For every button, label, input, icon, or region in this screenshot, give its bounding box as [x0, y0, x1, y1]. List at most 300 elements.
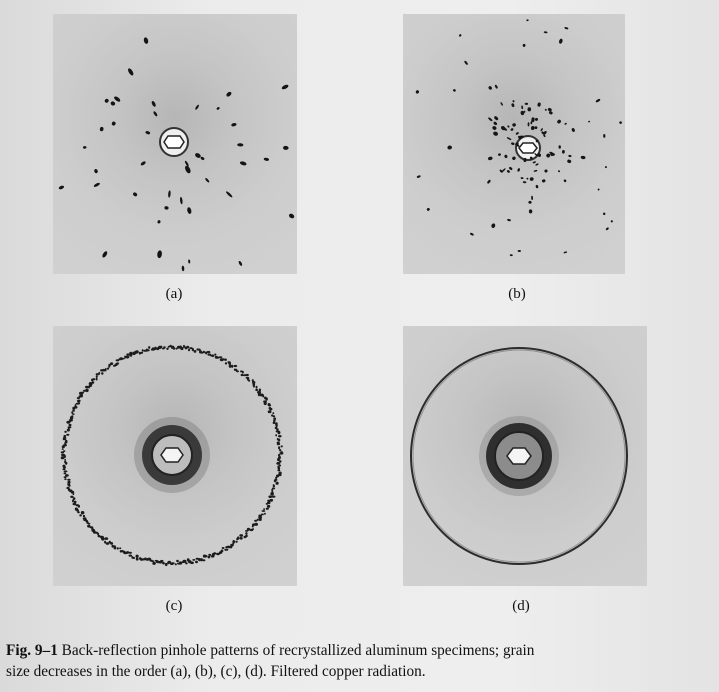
- diffraction-spot: [597, 188, 600, 191]
- diffraction-spot: [176, 560, 179, 562]
- diffraction-spot: [532, 161, 536, 164]
- pattern-b-image: [403, 14, 625, 274]
- diffraction-spot: [281, 84, 289, 90]
- diffraction-spot: [146, 349, 149, 351]
- diffraction-spot: [281, 445, 283, 447]
- diffraction-spot: [72, 499, 74, 502]
- diffraction-spot: [545, 109, 548, 111]
- diffraction-spot: [194, 350, 197, 353]
- diffraction-spot: [610, 220, 613, 223]
- diffraction-spot: [264, 402, 267, 405]
- diffraction-spot: [464, 60, 469, 65]
- diffraction-spot: [166, 348, 168, 350]
- diffraction-spot: [278, 446, 280, 449]
- diffraction-spot: [225, 362, 227, 364]
- diffraction-spot: [235, 541, 237, 543]
- diffraction-spot: [568, 155, 572, 158]
- diffraction-spot: [182, 266, 185, 272]
- pattern-d-image: [403, 326, 647, 586]
- diffraction-spot: [528, 201, 531, 204]
- diffraction-spot: [547, 107, 552, 112]
- diffraction-spot: [186, 346, 189, 349]
- diffraction-spot: [558, 170, 561, 173]
- diffraction-spot: [65, 474, 69, 477]
- diffraction-spot: [453, 89, 457, 93]
- pattern-panel-d: [403, 326, 647, 586]
- diffraction-spot: [207, 351, 211, 353]
- diffraction-spot: [160, 346, 162, 349]
- diffraction-spot: [205, 177, 210, 183]
- diffraction-spot: [619, 121, 622, 124]
- diffraction-spot: [511, 156, 516, 161]
- diffraction-spot: [187, 207, 192, 215]
- diffraction-spot: [244, 536, 247, 538]
- diffraction-spot: [177, 563, 181, 565]
- diffraction-spot: [534, 126, 538, 130]
- diffraction-spot: [132, 192, 138, 197]
- pattern-panel-c: [53, 326, 297, 586]
- diffraction-spot: [92, 378, 95, 380]
- diffraction-spot: [279, 449, 281, 451]
- diffraction-spot: [252, 525, 254, 528]
- panel-label-c: (c): [165, 598, 183, 614]
- diffraction-spot: [567, 159, 572, 164]
- diffraction-spot: [211, 354, 214, 357]
- diffraction-spot: [269, 404, 271, 406]
- diffraction-spot: [180, 347, 183, 350]
- diffraction-spot: [248, 380, 250, 382]
- diffraction-spot: [416, 175, 421, 178]
- diffraction-spot: [110, 101, 116, 107]
- diffraction-spot: [544, 31, 548, 33]
- diffraction-spot: [77, 402, 80, 404]
- diffraction-spot: [195, 104, 200, 110]
- diffraction-spot: [131, 556, 133, 559]
- diffraction-spot: [491, 223, 496, 229]
- diffraction-spot: [508, 166, 512, 170]
- diffraction-spot: [512, 123, 517, 128]
- diffraction-spot: [510, 128, 514, 132]
- diffraction-spot: [64, 478, 66, 480]
- diffraction-spot: [510, 254, 513, 256]
- diffraction-spot: [236, 538, 238, 540]
- diffraction-spot: [239, 534, 243, 537]
- diffraction-spot: [278, 454, 280, 456]
- diffraction-spot: [535, 163, 539, 166]
- diffraction-spot: [195, 561, 198, 564]
- diffraction-spot: [518, 250, 522, 252]
- diffraction-spot: [493, 121, 498, 126]
- diffraction-spot: [507, 137, 512, 141]
- diffraction-spot: [153, 111, 158, 117]
- diffraction-spot: [74, 501, 77, 504]
- diffraction-spot: [121, 358, 125, 360]
- diffraction-spot: [214, 354, 216, 356]
- diffraction-spot: [129, 555, 133, 557]
- diffraction-spot: [119, 547, 121, 549]
- diffraction-spot: [152, 562, 156, 565]
- diffraction-spot: [231, 365, 233, 368]
- diffraction-spot: [528, 122, 530, 126]
- diffraction-spot: [470, 232, 475, 236]
- diffraction-spot: [58, 185, 64, 190]
- panel-label-a: (a): [165, 286, 183, 302]
- diffraction-spot: [173, 347, 175, 350]
- diffraction-spot: [211, 555, 215, 558]
- diffraction-spot: [595, 98, 601, 103]
- diffraction-spot: [208, 556, 211, 559]
- diffraction-spot: [96, 375, 98, 378]
- diffraction-spot: [523, 44, 526, 47]
- diffraction-spot: [106, 542, 110, 545]
- diffraction-spot: [488, 85, 493, 90]
- diffraction-spot: [239, 161, 247, 166]
- diffraction-spot: [67, 481, 70, 484]
- diffraction-spot: [269, 408, 272, 411]
- diffraction-spot: [83, 517, 87, 519]
- diffraction-spot: [145, 130, 151, 134]
- diffraction-spot: [245, 530, 248, 532]
- diffraction-spot: [274, 480, 276, 483]
- diffraction-spot: [273, 421, 276, 424]
- diffraction-spot: [105, 368, 107, 371]
- pinhole-collimator-icon: [161, 448, 183, 462]
- diffraction-spot: [501, 168, 506, 173]
- figure-label: Fig. 9–1: [6, 642, 58, 659]
- diffraction-spot: [488, 117, 493, 122]
- diffraction-spot: [237, 143, 243, 147]
- diffraction-spot: [447, 145, 452, 150]
- diffraction-spot: [605, 166, 608, 169]
- diffraction-spot: [107, 368, 109, 370]
- diffraction-spot: [588, 121, 590, 123]
- diffraction-spot: [104, 537, 108, 540]
- diffraction-spot: [541, 179, 545, 183]
- diffraction-spot: [603, 134, 605, 138]
- diffraction-spot: [492, 125, 497, 130]
- diffraction-spot: [517, 168, 521, 172]
- diffraction-spot: [62, 468, 65, 470]
- diffraction-spot: [168, 190, 171, 197]
- diffraction-spot: [272, 412, 274, 414]
- diffraction-spot: [139, 557, 141, 560]
- diffraction-spot: [157, 220, 161, 224]
- pattern-a-image: [53, 14, 297, 274]
- diffraction-spot: [544, 169, 548, 173]
- diffraction-spot: [231, 122, 237, 127]
- diffraction-spot: [239, 537, 242, 540]
- diffraction-spot: [75, 404, 77, 406]
- diffraction-spot: [278, 439, 280, 442]
- diffraction-spot: [507, 125, 510, 128]
- diffraction-spot: [66, 487, 69, 490]
- diffraction-spot: [521, 105, 523, 109]
- diffraction-spot: [488, 156, 493, 161]
- diffraction-spot: [511, 103, 515, 107]
- diffraction-spot: [142, 349, 144, 352]
- diffraction-spot: [155, 560, 158, 562]
- diffraction-spot: [82, 392, 84, 394]
- diffraction-spot: [136, 555, 139, 558]
- diffraction-spot: [192, 559, 195, 561]
- diffraction-spot: [200, 156, 205, 160]
- diffraction-spot: [268, 410, 272, 413]
- diffraction-spot: [520, 177, 523, 179]
- diffraction-spot: [564, 122, 567, 125]
- diffraction-spot: [263, 508, 265, 510]
- diffraction-spot: [151, 100, 157, 107]
- diffraction-spot: [101, 250, 108, 258]
- diffraction-spot: [535, 118, 539, 122]
- diffraction-spot: [275, 424, 277, 427]
- diffraction-spot: [96, 378, 98, 381]
- diffraction-spot: [225, 91, 232, 98]
- diffraction-spot: [64, 472, 67, 474]
- diffraction-spot: [167, 561, 169, 564]
- diffraction-spot: [605, 227, 609, 231]
- diffraction-spot: [262, 394, 264, 397]
- diffraction-spot: [487, 179, 492, 184]
- diffraction-spot: [546, 153, 551, 158]
- caption-line-2: size decreases in the order (a), (b), (c), (d). Filtered copper radiation.: [6, 663, 426, 680]
- caption-line-1: [6, 640, 718, 661]
- diffraction-spot: [140, 352, 143, 354]
- diffraction-spot: [94, 169, 99, 174]
- diffraction-spot: [259, 518, 262, 521]
- diffraction-spot: [92, 381, 95, 383]
- diffraction-spot: [64, 459, 66, 461]
- diffraction-spot: [225, 191, 233, 198]
- diffraction-spot: [64, 461, 66, 463]
- diffraction-spot: [203, 351, 205, 354]
- diffraction-spot: [140, 161, 146, 167]
- diffraction-spot: [529, 209, 533, 213]
- diffraction-spot: [129, 352, 133, 355]
- diffraction-spot: [498, 153, 501, 156]
- diffraction-spot: [203, 555, 206, 558]
- diffraction-spot: [459, 34, 462, 37]
- diffraction-spot: [558, 145, 561, 148]
- diffraction-spot: [504, 154, 508, 158]
- diffraction-spot: [268, 495, 272, 498]
- diffraction-spot: [83, 515, 85, 517]
- diffraction-spot: [562, 150, 565, 154]
- diffraction-spot: [148, 346, 150, 349]
- diffraction-spot: [81, 511, 85, 514]
- diffraction-spot: [71, 415, 73, 417]
- diffraction-spot: [157, 250, 163, 258]
- diffraction-spot: [279, 452, 283, 455]
- diffraction-spot: [224, 359, 227, 361]
- diffraction-spot: [225, 546, 229, 548]
- diffraction-spot: [222, 547, 225, 549]
- diffraction-spot: [278, 431, 281, 434]
- diffraction-spot: [224, 549, 228, 551]
- diffraction-spot: [62, 448, 64, 450]
- diffraction-spot: [273, 485, 275, 487]
- diffraction-spot: [164, 206, 169, 210]
- diffraction-spot: [165, 563, 168, 566]
- diffraction-spot: [63, 435, 66, 437]
- caption-text-1: Back-reflection pinhole patterns of recrystallized aluminum specimens; grain: [61, 642, 535, 659]
- diffraction-spot: [112, 545, 114, 548]
- diffraction-spot: [216, 553, 220, 555]
- diffraction-spot: [558, 38, 563, 44]
- diffraction-spot: [62, 465, 65, 468]
- diffraction-spot: [276, 462, 280, 465]
- diffraction-spot: [500, 102, 503, 106]
- diffraction-spot: [275, 434, 277, 436]
- diffraction-spot: [506, 169, 510, 173]
- diffraction-spot: [535, 185, 538, 189]
- diffraction-spot: [540, 128, 543, 132]
- diffraction-spot: [104, 541, 106, 544]
- diffraction-spot: [602, 212, 606, 216]
- diffraction-spot: [87, 525, 90, 528]
- diffraction-spot: [175, 563, 177, 565]
- diffraction-spot: [136, 558, 139, 561]
- diffraction-spot: [253, 385, 255, 387]
- diffraction-spot: [266, 508, 269, 510]
- diffraction-spot: [556, 119, 561, 124]
- diffraction-spot: [63, 450, 65, 452]
- diffraction-spot: [563, 251, 567, 254]
- diffraction-spot: [100, 127, 104, 132]
- diffraction-spot: [229, 364, 232, 367]
- diffraction-spot: [101, 372, 103, 375]
- diffraction-spot: [262, 510, 266, 512]
- diffraction-spot: [523, 181, 527, 183]
- diffraction-spot: [116, 362, 119, 364]
- diffraction-spot: [531, 126, 535, 131]
- diffraction-spot: [288, 213, 295, 220]
- diffraction-spot: [74, 406, 78, 409]
- diffraction-spot: [135, 350, 139, 353]
- diffraction-spot: [533, 170, 537, 173]
- diffraction-spot: [270, 492, 274, 495]
- diffraction-spot: [66, 434, 69, 436]
- diffraction-spot: [98, 372, 100, 375]
- diffraction-spot: [275, 477, 277, 479]
- pinhole-collimator-icon: [507, 448, 531, 464]
- diffraction-spot: [73, 497, 76, 500]
- diffraction-spot: [219, 356, 223, 358]
- diffraction-spot: [564, 27, 568, 30]
- diffraction-spot: [531, 196, 533, 200]
- diffraction-spot: [113, 95, 121, 102]
- diffraction-spot: [245, 374, 249, 376]
- diffraction-spot: [526, 178, 528, 180]
- diffraction-spot: [192, 348, 194, 351]
- diffraction-spot: [265, 397, 268, 400]
- diffraction-spot: [276, 482, 279, 485]
- diffraction-spot: [563, 179, 567, 183]
- diffraction-spot: [75, 508, 78, 511]
- diffraction-spot: [111, 121, 116, 126]
- diffraction-spot: [526, 19, 528, 21]
- diffraction-spot: [64, 470, 68, 472]
- diffraction-spot: [426, 207, 430, 211]
- diffraction-spot: [71, 411, 73, 413]
- diffraction-spot: [228, 362, 231, 365]
- diffraction-spot: [507, 219, 511, 222]
- diffraction-spot: [494, 84, 498, 89]
- diffraction-spot: [273, 415, 276, 417]
- diffraction-spot: [194, 152, 201, 159]
- diffraction-spot: [83, 146, 87, 149]
- diffraction-spot: [242, 371, 244, 374]
- diffraction-spot: [250, 529, 253, 531]
- diffraction-spot: [254, 520, 257, 522]
- diffraction-spot: [256, 386, 258, 389]
- diffraction-spot: [70, 496, 73, 498]
- diffraction-spot: [110, 362, 113, 365]
- pinhole-collimator-icon: [164, 136, 184, 148]
- diffraction-spot: [143, 37, 149, 44]
- diffraction-spot: [117, 547, 119, 550]
- diffraction-spot: [266, 503, 268, 505]
- diffraction-spot: [163, 346, 166, 348]
- diffraction-spot: [415, 90, 419, 94]
- diffraction-spot: [187, 558, 190, 561]
- diffraction-spot: [236, 370, 239, 372]
- diffraction-spot: [68, 426, 72, 428]
- diffraction-spot: [267, 505, 270, 508]
- diffraction-spot: [67, 479, 70, 481]
- diffraction-spot: [196, 558, 200, 560]
- pinhole-collimator-icon: [519, 143, 537, 153]
- diffraction-spot: [571, 128, 575, 133]
- diffraction-spot: [188, 349, 190, 352]
- diffraction-spot: [525, 103, 528, 105]
- diffraction-spot: [492, 131, 498, 137]
- diffraction-spot: [277, 443, 280, 445]
- panel-label-b: (b): [508, 286, 526, 302]
- diffraction-spot: [61, 454, 65, 456]
- pattern-c-image: [53, 326, 297, 586]
- diffraction-spot: [278, 435, 282, 437]
- diffraction-spot: [120, 550, 122, 553]
- diffraction-spot: [537, 102, 541, 107]
- diffraction-spot: [512, 100, 515, 103]
- diffraction-spot: [64, 431, 67, 433]
- diffraction-spot: [493, 115, 498, 121]
- diffraction-spot: [276, 428, 279, 430]
- diffraction-spot: [162, 562, 165, 564]
- diffraction-spot: [255, 389, 258, 391]
- diffraction-spot: [125, 356, 129, 359]
- figure-caption: [6, 640, 718, 682]
- pattern-panel-b: [403, 14, 625, 274]
- diffraction-spot: [73, 503, 77, 506]
- diffraction-spot: [530, 177, 534, 181]
- diffraction-spot: [283, 146, 289, 150]
- diffraction-spot: [245, 532, 247, 535]
- diffraction-spot: [104, 98, 109, 103]
- diffraction-spot: [271, 489, 273, 492]
- diffraction-spot: [188, 259, 190, 263]
- diffraction-spot: [127, 68, 134, 77]
- diffraction-spot: [264, 513, 266, 515]
- diffraction-spot: [79, 514, 82, 516]
- diffraction-spot: [77, 400, 81, 403]
- diffraction-spot: [216, 106, 220, 110]
- diffraction-spot: [85, 389, 88, 392]
- diffraction-spot: [233, 365, 237, 367]
- diffraction-spot: [511, 142, 515, 145]
- diffraction-spot: [580, 155, 585, 159]
- diffraction-spot: [277, 469, 280, 471]
